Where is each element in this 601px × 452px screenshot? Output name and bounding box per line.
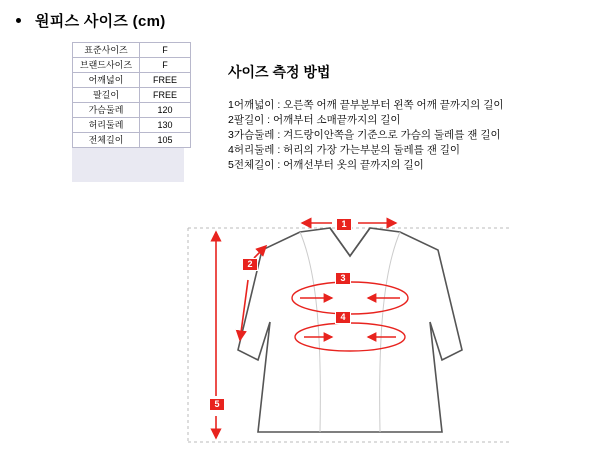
size-table-value: 120: [140, 103, 191, 118]
dress-outline: [238, 228, 462, 432]
table-row: [73, 88, 191, 103]
measurement-guide-line-1: 1어깨넓이 : 오른쪽 어깨 끝부분부터 왼쪽 어깨 끝까지의 길이: [228, 99, 504, 111]
size-table-label: 표준사이즈: [73, 43, 140, 58]
table-row: [73, 73, 191, 88]
measurement-guide: [228, 62, 578, 173]
size-table-value: FREE: [140, 73, 191, 88]
size-table-value: FREE: [140, 88, 191, 103]
measurement-guide-line-3: 3가슴둘레 : 겨드랑이안쪽을 기준으로 가슴의 둘레를 잰 길이: [228, 129, 501, 141]
size-table-label: 브랜드사이즈: [73, 58, 140, 73]
size-table-value: 105: [140, 133, 191, 148]
measure-marker-2: 2: [242, 258, 258, 271]
size-table: [72, 42, 191, 148]
size-table-value: 130: [140, 118, 191, 133]
table-row: [73, 103, 191, 118]
measurement-guide-line-5: 5전체길이 : 어깨선부터 옷의 끝까지의 길이: [228, 159, 424, 171]
measurement-guide-line-4: 4허리둘레 : 허리의 가장 가는부분의 둘레를 잰 길이: [228, 144, 461, 156]
measure-marker-5: 5: [209, 398, 225, 411]
measure-marker-4: 4: [335, 311, 351, 324]
size-table-label: 전체길이: [73, 133, 140, 148]
page-title-label: 원피스 사이즈 (cm): [35, 13, 166, 30]
table-row: [73, 118, 191, 133]
page-title: [10, 10, 166, 31]
table-row: [73, 58, 191, 73]
garment-illustration: [180, 210, 520, 450]
table-row: [73, 133, 191, 148]
measurement-guide-line-2: 2팔길이 : 어깨부터 소매끝까지의 길이: [228, 114, 401, 126]
size-table-label: 가슴둘레: [73, 103, 140, 118]
measurement-guide-title: 사이즈 측정 방법: [228, 64, 331, 80]
size-table-value: F: [140, 58, 191, 73]
garment-diagram: [180, 210, 520, 450]
measure-chest: [292, 282, 408, 314]
size-table-label: 허리둘레: [73, 118, 140, 133]
measure-marker-1: 1: [336, 218, 352, 231]
guide-lines: [188, 228, 510, 442]
size-table-label: 팔길이: [73, 88, 140, 103]
measure-waist: [295, 323, 405, 351]
measure-marker-3: 3: [335, 272, 351, 285]
bullet-icon: [16, 18, 21, 23]
size-table-label: 어깨넓이: [73, 73, 140, 88]
table-row: [73, 43, 191, 58]
size-table-value: F: [140, 43, 191, 58]
